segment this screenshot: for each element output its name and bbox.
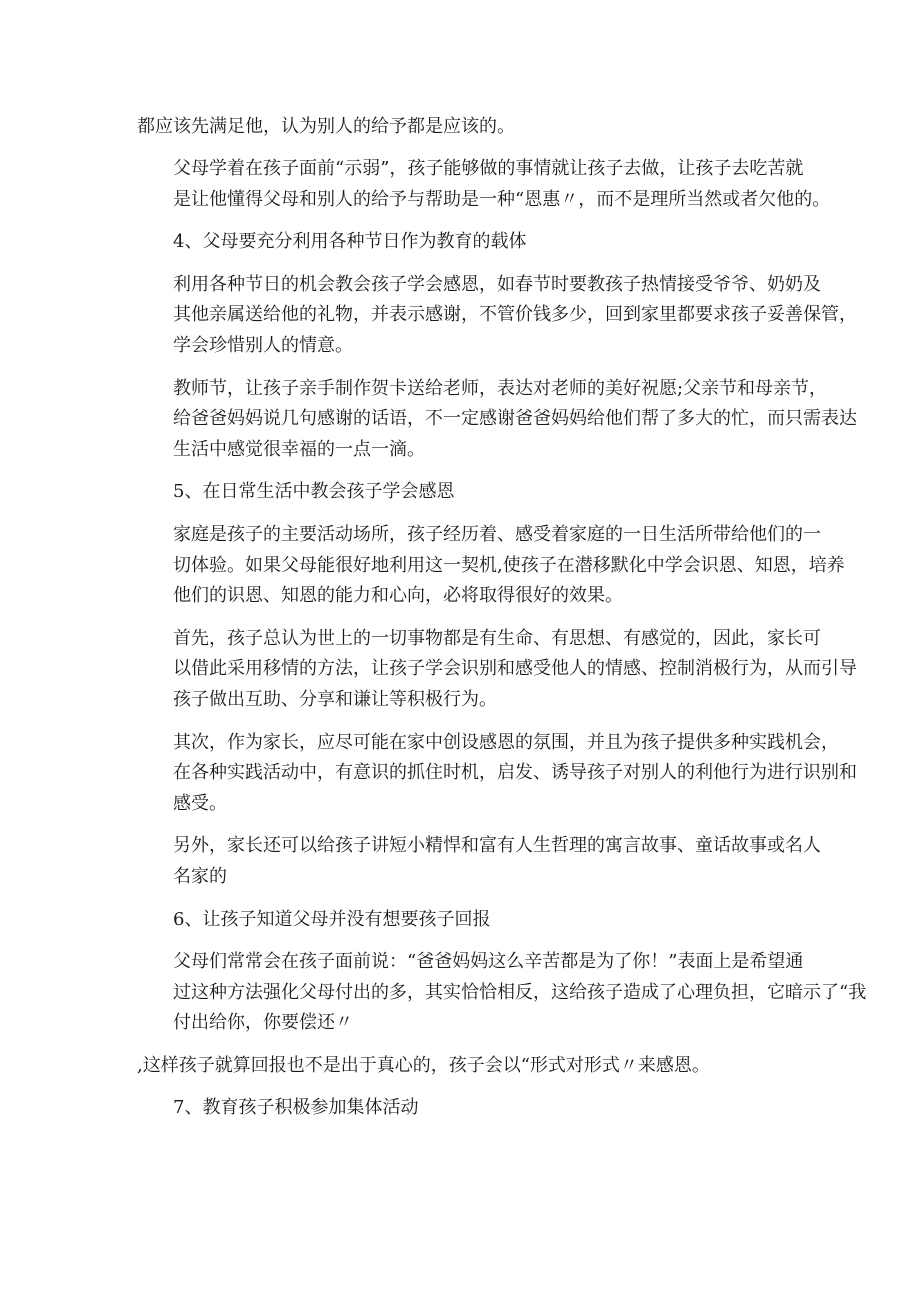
text-line: 都应该先满足他，认为别人的给予都是应该的。	[137, 116, 515, 137]
paragraph	[137, 154, 831, 216]
document-body	[137, 112, 867, 1135]
text-line: 父母们常常会在孩子面前说：“爸爸妈妈这么辛苦都是为了你！”表面上是希望通	[173, 950, 804, 972]
text-line: 感受。	[173, 793, 227, 815]
text-line: 另外，家长还可以给孩子讲短小精悍和富有人生哲理的寓言故事、童话故事或名人	[173, 835, 821, 857]
text-line: 给爸爸妈妈说几句感谢的话语，不一定感谢爸爸妈妈给他们帮了多大的忙，而只需表达	[173, 408, 857, 430]
text-line: 6、让孩子知道父母并没有想要孩子回报	[173, 908, 491, 930]
text-line: 名家的	[173, 866, 227, 888]
text-line: 其他亲属送给他的礼物，并表示感谢，不管价钱多少，回到家里都要求孩子妥善保管，	[173, 304, 857, 326]
text-line: 生活中感觉很幸福的一点一滴。	[173, 439, 425, 461]
section-heading	[137, 1093, 787, 1124]
text-line: 是让他懂得父母和别人的给予与帮助是一种“恩惠〃，而不是理所当然或者欠他的。	[173, 189, 831, 211]
text-line: 4、父母要充分利用各种节日作为教育的载体	[173, 231, 527, 253]
text-line: 在各种实践活动中，有意识的抓住时机，启发、诱导孩子对别人的利他行为进行识别和	[173, 762, 857, 784]
text-line: ,这样孩子就算回报也不是出于真心的，孩子会以“形式对形式〃来感恩。	[137, 1054, 710, 1076]
text-line: 5、在日常生活中教会孩子学会感恩	[173, 481, 455, 503]
text-line: 首先，孩子总认为世上的一切事物都是有生命、有思想、有感觉的，因此，家长可	[173, 627, 821, 649]
text-line: 其次，作为家长，应尽可能在家中创设感恩的氛围，并且为孩子提供多种实践机会，	[173, 731, 839, 753]
text-line: 父母学着在孩子面前“示弱”，孩子能够做的事情就让孩子去做，让孩子去吃苦就	[173, 158, 804, 180]
text-line: 付出给你，你要偿还〃	[173, 1012, 353, 1034]
text-line: 以借此采用移情的方法，让孩子学会识别和感受他人的情感、控制消极行为，从而引导	[173, 658, 857, 680]
section-heading	[137, 905, 787, 936]
section-heading	[137, 477, 787, 508]
text-line: 家庭是孩子的主要活动场所，孩子经历着、感受着家庭的一日生活所带给他们的一	[173, 523, 821, 545]
paragraph	[137, 520, 845, 612]
paragraph	[137, 374, 857, 466]
paragraph	[137, 624, 857, 716]
text-line: 切体验。如果父母能很好地利用这一契机,使孩子在潜移默化中学会识恩、知恩，培养	[173, 554, 845, 576]
text-line: 学会珍惜别人的情意。	[173, 335, 353, 357]
paragraph	[137, 270, 857, 362]
paragraph	[137, 947, 867, 1039]
text-line: 过这种方法强化父母付出的多，其实恰恰相反，这给孩子造成了心理负担，它暗示了“我	[173, 981, 867, 1003]
text-line: 他们的识恩、知恩的能力和心向，必将取得很好的效果。	[173, 585, 623, 607]
paragraph	[137, 1051, 787, 1082]
text-line: 利用各种节日的机会教会孩子学会感恩，如春节时要教孩子热情接受爷爷、奶奶及	[173, 273, 821, 295]
text-line: 孩子做出互助、分享和谦让等积极行为。	[173, 689, 497, 711]
section-heading	[137, 227, 787, 258]
paragraph	[137, 831, 821, 893]
text-line: 教师节，让孩子亲手制作贺卡送给老师，表达对老师的美好祝愿;父亲节和母亲节，	[173, 377, 828, 399]
text-line: 7、教育孩子积极参加集体活动	[173, 1097, 419, 1119]
paragraph	[137, 112, 787, 143]
paragraph	[137, 728, 857, 820]
